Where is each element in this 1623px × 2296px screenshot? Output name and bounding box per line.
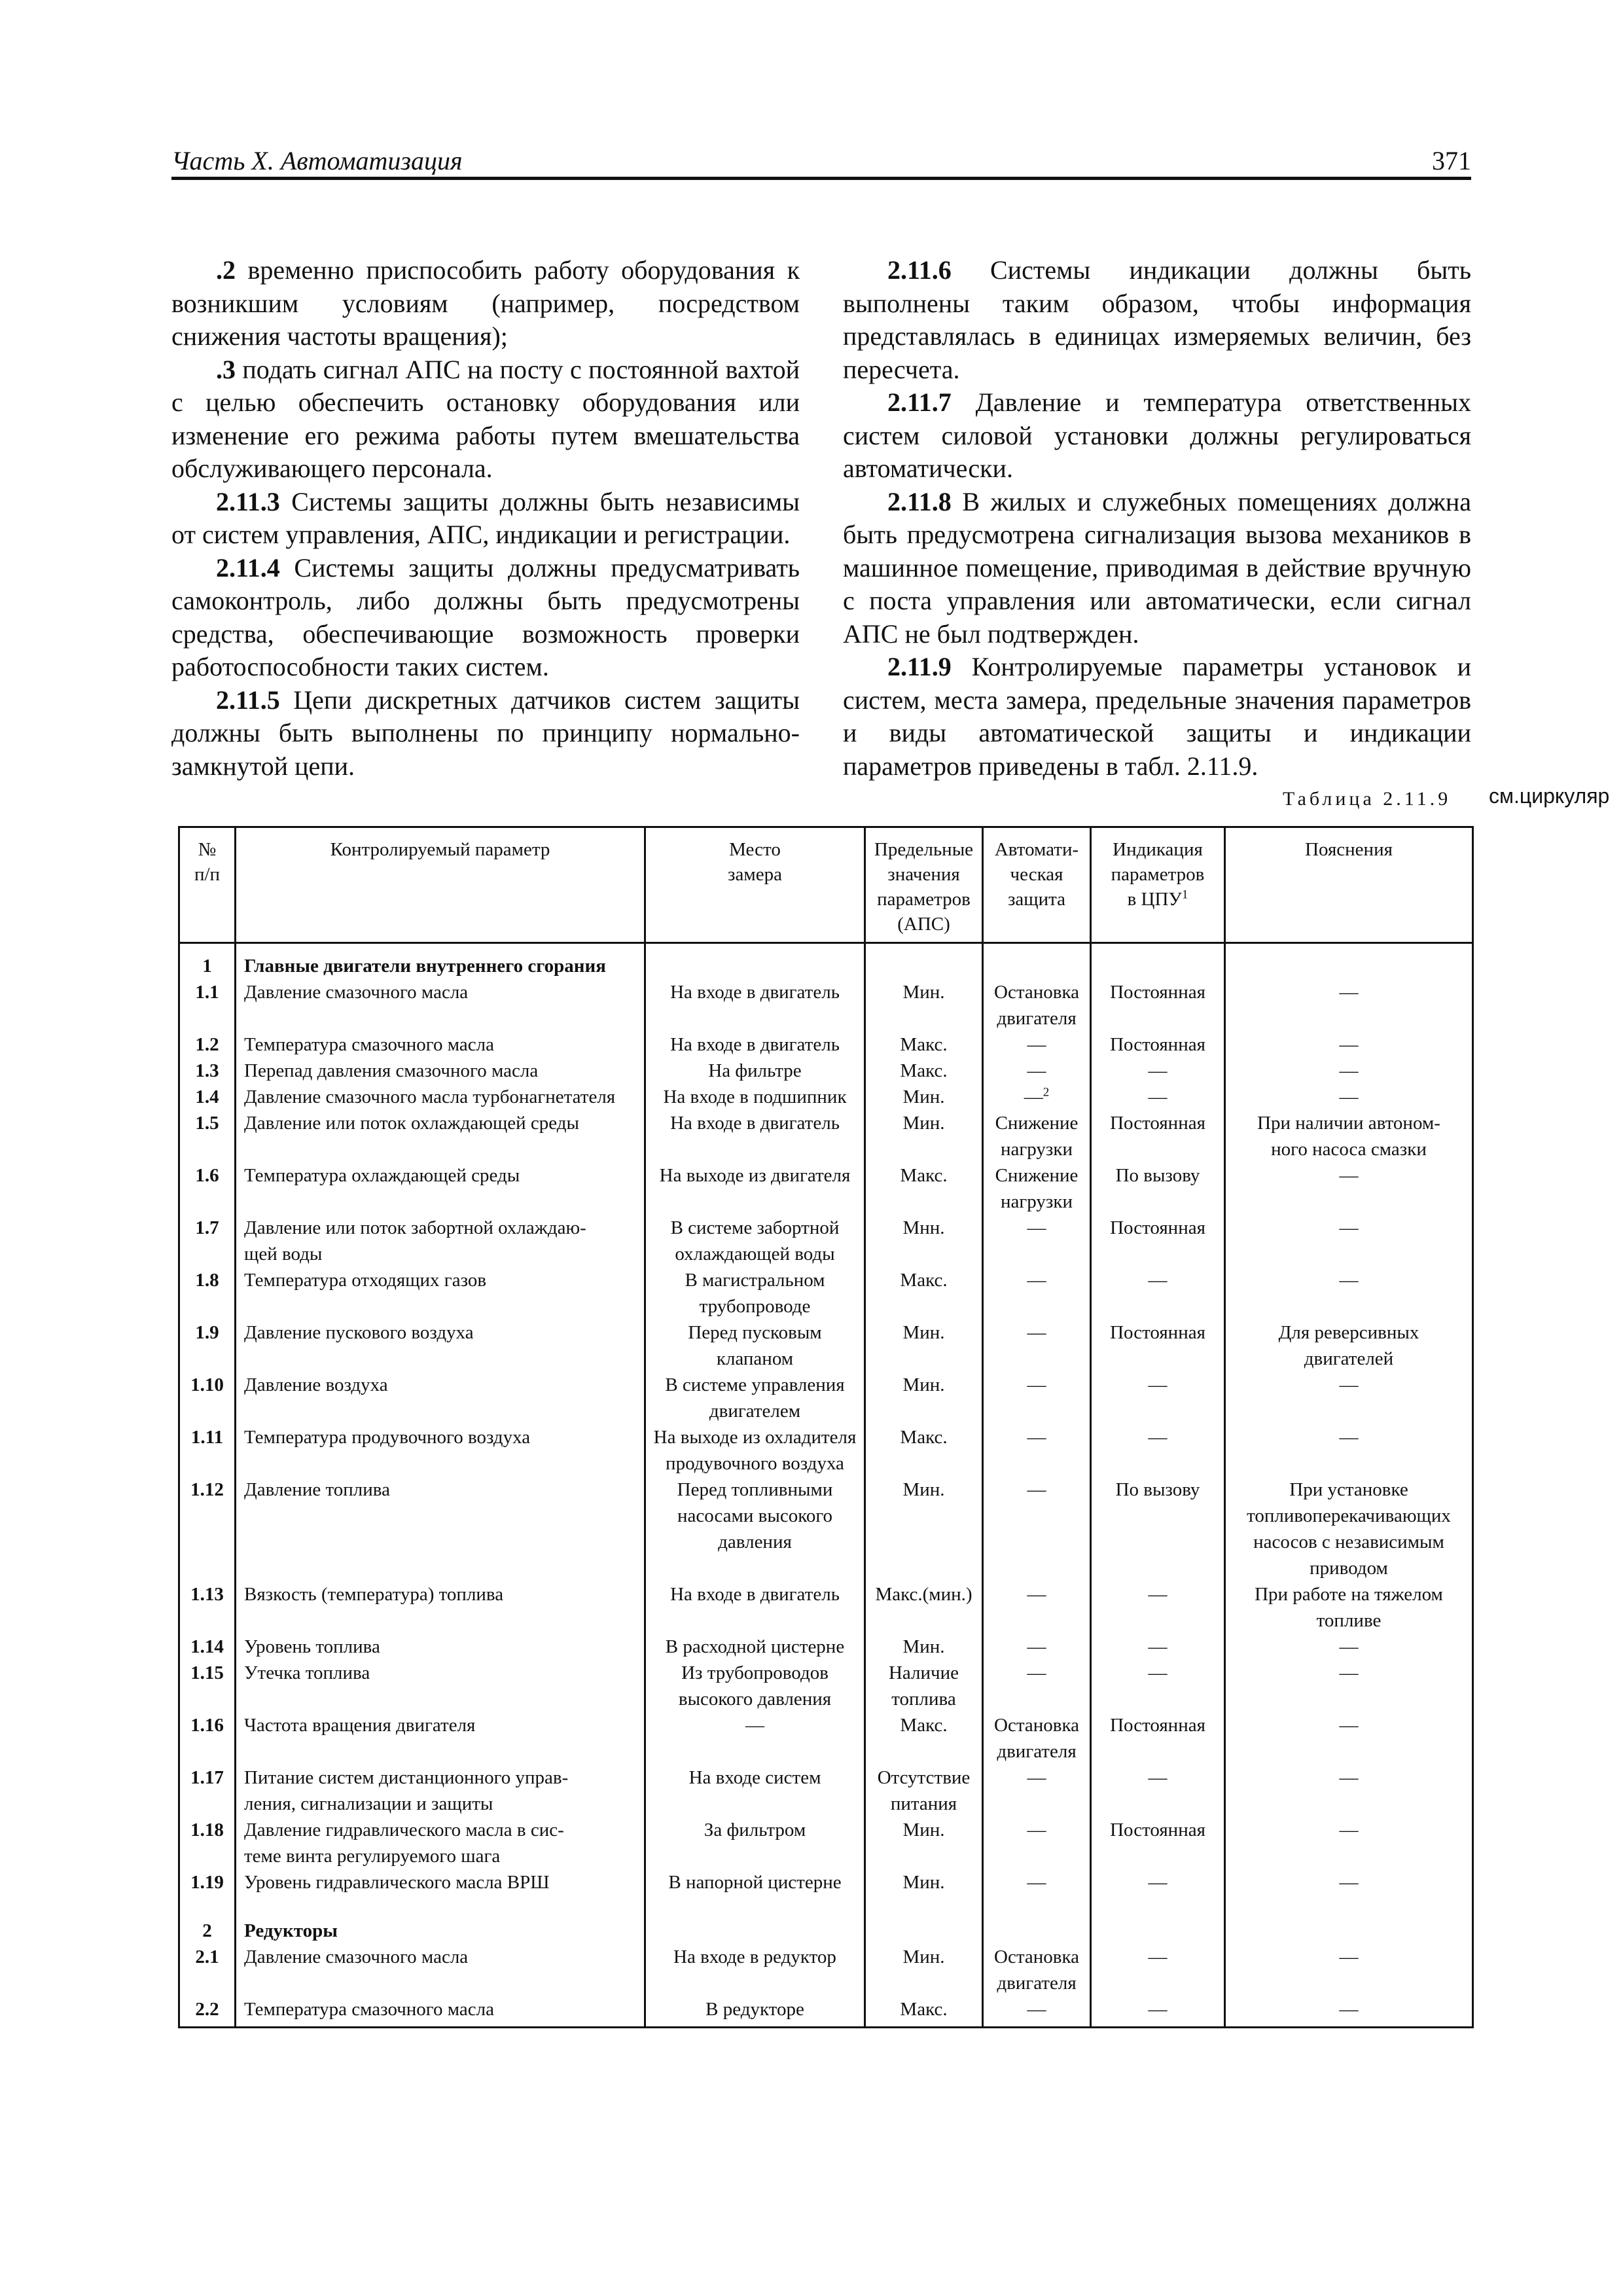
indication-cell: — bbox=[1091, 1765, 1225, 1817]
note-cell: — bbox=[1225, 1215, 1473, 1267]
protection-cell bbox=[983, 943, 1091, 980]
note-cell: Для реверсивных двигателей bbox=[1225, 1319, 1473, 1372]
table-row bbox=[179, 979, 1473, 1031]
limit-cell: Наличие топлива bbox=[865, 1660, 983, 1712]
footnote-mark: 2 bbox=[1043, 1085, 1050, 1100]
place-cell: В расходной цистерне bbox=[645, 1634, 865, 1660]
place-cell: Перед пусковым клапаном bbox=[645, 1319, 865, 1372]
table-row bbox=[179, 1869, 1473, 1895]
limit-cell: Макс. bbox=[865, 1424, 983, 1477]
parameter-cell: Давление гидравлического масла в сис- теме винта регулируемого шага bbox=[236, 1817, 645, 1869]
limit-cell: Мин. bbox=[865, 1869, 983, 1895]
place-cell: На фильтре bbox=[645, 1058, 865, 1084]
paragraph: 2.11.6 Системы индикации должны быть выполнены таким образом, чтобы информация представлялась в единицах измеряемых величин, без пересчета. bbox=[843, 255, 1471, 384]
place-cell: За фильтром bbox=[645, 1817, 865, 1869]
parameter-cell: Давление смазочного масла турбонагнетателя bbox=[236, 1084, 645, 1110]
indication-cell: — bbox=[1091, 1424, 1225, 1477]
protection-cell: — bbox=[983, 1660, 1091, 1712]
table-caption: Таблица 2.11.9 bbox=[1283, 788, 1452, 810]
place-cell bbox=[645, 943, 865, 980]
row-number: 1.1 bbox=[179, 979, 236, 1031]
protection-cell: — bbox=[983, 1424, 1091, 1477]
note-cell: При наличии автоном- ного насоса смазки bbox=[1225, 1110, 1473, 1162]
table-row bbox=[179, 1031, 1473, 1058]
note-cell: При работе на тяжелом топливе bbox=[1225, 1581, 1473, 1634]
note-cell: — bbox=[1225, 1996, 1473, 2028]
indication-cell bbox=[1091, 1918, 1225, 1944]
paragraph: 2.11.9 Контролируемые параметры установок и систем, места замера, предельные значения параметров и виды автоматической защиты и индикации параметров приведены в табл. 2.11.9. bbox=[843, 652, 1471, 781]
paragraph: .3 подать сигнал АПС на посту с постоянной вахтой с целью обеспечить остановку оборудования или изменение его режима работы путем вмешательства обслуживающего персонала. bbox=[171, 354, 800, 483]
limit-cell: Мин. bbox=[865, 1110, 983, 1162]
table-row bbox=[179, 1267, 1473, 1319]
row-number: 1.8 bbox=[179, 1267, 236, 1319]
indication-cell: Постоянная bbox=[1091, 1817, 1225, 1869]
indication-cell bbox=[1091, 943, 1225, 980]
limit-cell bbox=[865, 943, 983, 980]
row-number: 2 bbox=[179, 1918, 236, 1944]
row-number: 1.2 bbox=[179, 1031, 236, 1058]
parameter-cell: Давление или поток забортной охлаждаю- щей воды bbox=[236, 1215, 645, 1267]
footnote-mark: 1 bbox=[1181, 888, 1188, 902]
indication-cell: — bbox=[1091, 1634, 1225, 1660]
row-number: 1.5 bbox=[179, 1110, 236, 1162]
place-cell: На входе в двигатель bbox=[645, 1110, 865, 1162]
note-cell: — bbox=[1225, 1817, 1473, 1869]
place-cell: Перед топливными насосами высокого давления bbox=[645, 1477, 865, 1581]
row-number: 1.7 bbox=[179, 1215, 236, 1267]
protection-cell: — bbox=[983, 1372, 1091, 1424]
table-row bbox=[179, 1084, 1473, 1110]
spacer-cell bbox=[1225, 1895, 1473, 1918]
parameter-cell: Частота вращения двигателя bbox=[236, 1712, 645, 1765]
limit-cell: Макс. bbox=[865, 1058, 983, 1084]
place-cell: На входе в двигатель bbox=[645, 1031, 865, 1058]
limit-cell: Мин. bbox=[865, 979, 983, 1031]
header-limits: Предельные значения параметров (АПС) bbox=[865, 827, 983, 943]
protection-cell: Остановка двигателя bbox=[983, 1944, 1091, 1996]
indication-cell: — bbox=[1091, 1660, 1225, 1712]
protection-cell: — bbox=[983, 1581, 1091, 1634]
indication-cell: — bbox=[1091, 1372, 1225, 1424]
circular-reference-stamp: см.циркуляр bbox=[1489, 784, 1610, 808]
header-rule bbox=[171, 177, 1471, 180]
table-row bbox=[179, 1058, 1473, 1084]
protection-cell: — bbox=[983, 1477, 1091, 1581]
table-row bbox=[179, 1477, 1473, 1581]
row-number: 1.15 bbox=[179, 1660, 236, 1712]
note-cell: — bbox=[1225, 1162, 1473, 1215]
row-number: 2.2 bbox=[179, 1996, 236, 2028]
parameter-cell: Давление или поток охлаждающей среды bbox=[236, 1110, 645, 1162]
parameter-cell: Вязкость (температура) топлива bbox=[236, 1581, 645, 1634]
limit-cell: Макс.(мин.) bbox=[865, 1581, 983, 1634]
limit-cell: Мин. bbox=[865, 1817, 983, 1869]
spacer-cell bbox=[1091, 1895, 1225, 1918]
parameter-cell: Уровень гидравлического масла ВРШ bbox=[236, 1869, 645, 1895]
indication-cell: Постоянная bbox=[1091, 1110, 1225, 1162]
table-row bbox=[179, 1110, 1473, 1162]
place-cell: На входе систем bbox=[645, 1765, 865, 1817]
parameter-cell: Перепад давления смазочного масла bbox=[236, 1058, 645, 1084]
row-number: 1.9 bbox=[179, 1319, 236, 1372]
limit-cell: Мин. bbox=[865, 1477, 983, 1581]
protection-cell: — bbox=[983, 1031, 1091, 1058]
limit-cell bbox=[865, 1918, 983, 1944]
paragraph: 2.11.8 В жилых и служебных помещениях должна быть предусмотрена сигнализация вызова механиков в машинное помещение, приводимая в действие вручную с поста управления или автоматически, если сигнал АПС не был подтвержден. bbox=[843, 486, 1471, 649]
spacer-cell bbox=[179, 1895, 236, 1918]
protection-cell: — bbox=[983, 1058, 1091, 1084]
row-number: 1 bbox=[179, 943, 236, 980]
place-cell: В редукторе bbox=[645, 1996, 865, 2028]
parameter-cell: Температура отходящих газов bbox=[236, 1267, 645, 1319]
indication-cell: — bbox=[1091, 1581, 1225, 1634]
page-number: 371 bbox=[1432, 146, 1471, 175]
row-number: 1.18 bbox=[179, 1817, 236, 1869]
table-row bbox=[179, 1817, 1473, 1869]
protection-cell: — bbox=[983, 1215, 1091, 1267]
table-row bbox=[179, 1424, 1473, 1477]
parameter-cell: Питание систем дистанционного управ- ления, сигнализации и защиты bbox=[236, 1765, 645, 1817]
protection-cell: — bbox=[983, 1319, 1091, 1372]
note-cell: — bbox=[1225, 1267, 1473, 1319]
note-cell: — bbox=[1225, 1634, 1473, 1660]
row-number: 1.14 bbox=[179, 1634, 236, 1660]
place-cell: На входе в редуктор bbox=[645, 1944, 865, 1996]
place-cell: Из трубопроводов высокого давления bbox=[645, 1660, 865, 1712]
note-cell bbox=[1225, 1918, 1473, 1944]
indication-cell: Постоянная bbox=[1091, 1319, 1225, 1372]
running-header bbox=[171, 143, 1471, 179]
row-number: 1.12 bbox=[179, 1477, 236, 1581]
place-cell: На входе в подшипник bbox=[645, 1084, 865, 1110]
indication-cell: — bbox=[1091, 1869, 1225, 1895]
parameter-cell: Уровень топлива bbox=[236, 1634, 645, 1660]
limit-cell: Отсутствие питания bbox=[865, 1765, 983, 1817]
place-cell: В магистральном трубопроводе bbox=[645, 1267, 865, 1319]
paragraph: 2.11.7 Давление и температура ответственных систем силовой установки должны регулироваться автоматически. bbox=[843, 387, 1471, 483]
indication-cell: — bbox=[1091, 1267, 1225, 1319]
note-cell: При установке топливоперекачивающих насосов с независимым приводом bbox=[1225, 1477, 1473, 1581]
spacer-cell bbox=[645, 1895, 865, 1918]
indication-cell: — bbox=[1091, 1058, 1225, 1084]
protection-cell: — bbox=[983, 1765, 1091, 1817]
table-row bbox=[179, 1162, 1473, 1215]
table-row bbox=[179, 1581, 1473, 1634]
limit-cell: Мин. bbox=[865, 1634, 983, 1660]
row-number: 1.16 bbox=[179, 1712, 236, 1765]
indication-cell: Постоянная bbox=[1091, 1215, 1225, 1267]
parameter-cell: Температура смазочного масла bbox=[236, 1996, 645, 2028]
row-number: 1.13 bbox=[179, 1581, 236, 1634]
parameter-cell: Давление смазочного масла bbox=[236, 1944, 645, 1996]
protection-cell: — bbox=[983, 1996, 1091, 2028]
paragraph: 2.11.3 Системы защиты должны быть независимы от систем управления, АПС, индикации и регистрации. bbox=[171, 486, 800, 549]
parameter-cell: Редукторы bbox=[236, 1918, 645, 1944]
header-notes: Пояснения bbox=[1225, 827, 1473, 943]
table-row bbox=[179, 1712, 1473, 1765]
limit-cell: Макс. bbox=[865, 1996, 983, 2028]
protection-cell: Остановка двигателя bbox=[983, 979, 1091, 1031]
parameter-cell: Давление смазочного масла bbox=[236, 979, 645, 1031]
limit-cell: Мин. bbox=[865, 1319, 983, 1372]
indication-cell: — bbox=[1091, 1084, 1225, 1110]
spacer-cell bbox=[865, 1895, 983, 1918]
paragraph: .2 временно приспособить работу оборудования к возникшим условиям (например, посредством снижения частоты вращения); bbox=[171, 255, 800, 351]
protection-cell: — bbox=[983, 1267, 1091, 1319]
row-number: 1.11 bbox=[179, 1424, 236, 1477]
protection-cell: Остановка двигателя bbox=[983, 1712, 1091, 1765]
limit-cell: Макс. bbox=[865, 1031, 983, 1058]
note-cell: — bbox=[1225, 1712, 1473, 1765]
parameter-cell: Давление пускового воздуха bbox=[236, 1319, 645, 1372]
parameter-cell: Температура смазочного масла bbox=[236, 1031, 645, 1058]
place-cell: На входе в двигатель bbox=[645, 1581, 865, 1634]
row-number: 1.19 bbox=[179, 1869, 236, 1895]
section-row bbox=[179, 943, 1473, 980]
section-row bbox=[179, 1918, 1473, 1944]
parameters-table bbox=[178, 826, 1474, 2028]
row-number: 2.1 bbox=[179, 1944, 236, 1996]
place-cell: На входе в двигатель bbox=[645, 979, 865, 1031]
right-text-column bbox=[843, 254, 1471, 783]
note-cell: — bbox=[1225, 1084, 1473, 1110]
place-cell: В системе забортной охлаждающей воды bbox=[645, 1215, 865, 1267]
table-row bbox=[179, 1944, 1473, 1996]
running-header-title: Часть X. Автоматизация bbox=[171, 146, 463, 175]
limit-cell: Мин. bbox=[865, 1084, 983, 1110]
indication-cell: По вызову bbox=[1091, 1477, 1225, 1581]
table-row bbox=[179, 1660, 1473, 1712]
row-number: 1.6 bbox=[179, 1162, 236, 1215]
place-cell: В напорной цистерне bbox=[645, 1869, 865, 1895]
parameter-cell: Температура продувочного воздуха bbox=[236, 1424, 645, 1477]
header-indication: Индикация параметров в ЦПУ$^1$ bbox=[1091, 827, 1225, 943]
parameter-cell: Утечка топлива bbox=[236, 1660, 645, 1712]
spacer-cell bbox=[236, 1895, 645, 1918]
note-cell: — bbox=[1225, 1031, 1473, 1058]
place-cell: На выходе из двигателя bbox=[645, 1162, 865, 1215]
table-spacer-row bbox=[179, 1895, 1473, 1918]
protection-cell: — bbox=[983, 1817, 1091, 1869]
parameter-cell: Температура охлаждающей среды bbox=[236, 1162, 645, 1215]
protection-cell: Снижение нагрузки bbox=[983, 1162, 1091, 1215]
left-text-column bbox=[171, 254, 800, 783]
place-cell: В системе управления двигателем bbox=[645, 1372, 865, 1424]
indication-cell: Постоянная bbox=[1091, 1031, 1225, 1058]
table-header-row bbox=[179, 827, 1473, 943]
place-cell: На выходе из охладителя продувочного воздуха bbox=[645, 1424, 865, 1477]
limit-cell: Мин. bbox=[865, 1372, 983, 1424]
table-row bbox=[179, 1319, 1473, 1372]
parameter-cell: Давление воздуха bbox=[236, 1372, 645, 1424]
row-number: 1.3 bbox=[179, 1058, 236, 1084]
indication-cell: По вызову bbox=[1091, 1162, 1225, 1215]
table-row bbox=[179, 1215, 1473, 1267]
row-number: 1.4 bbox=[179, 1084, 236, 1110]
indication-cell: — bbox=[1091, 1996, 1225, 2028]
note-cell: — bbox=[1225, 1660, 1473, 1712]
indication-cell: — bbox=[1091, 1944, 1225, 1996]
header-protection: Автомати- ческая защита bbox=[983, 827, 1091, 943]
table-row bbox=[179, 1634, 1473, 1660]
note-cell: — bbox=[1225, 979, 1473, 1031]
parameter-cell: Главные двигатели внутреннего сгорания bbox=[236, 943, 645, 980]
protection-cell: —$^2$ bbox=[983, 1084, 1091, 1110]
limit-cell: Макс. bbox=[865, 1162, 983, 1215]
protection-cell: Снижение нагрузки bbox=[983, 1110, 1091, 1162]
header-parameter: Контролируемый параметр bbox=[236, 827, 645, 943]
indication-cell: Постоянная bbox=[1091, 1712, 1225, 1765]
note-cell bbox=[1225, 943, 1473, 980]
paragraph: 2.11.4 Системы защиты должны предусматривать самоконтроль, либо должны быть предусмотрены средства, обеспечивающие возможность проверки работоспособности таких систем. bbox=[171, 552, 800, 681]
note-cell: — bbox=[1225, 1944, 1473, 1996]
note-cell: — bbox=[1225, 1372, 1473, 1424]
table-row bbox=[179, 1765, 1473, 1817]
row-number: 1.17 bbox=[179, 1765, 236, 1817]
paragraph: 2.11.5 Цепи дискретных датчиков систем защиты должны быть выполнены по принципу нормально-замкнутой цепи. bbox=[171, 685, 800, 781]
table-row bbox=[179, 1996, 1473, 2028]
table-row bbox=[179, 1372, 1473, 1424]
place-cell bbox=[645, 1918, 865, 1944]
limit-cell: Мнн. bbox=[865, 1215, 983, 1267]
protection-cell: — bbox=[983, 1869, 1091, 1895]
indication-cell: Постоянная bbox=[1091, 979, 1225, 1031]
protection-cell: — bbox=[983, 1634, 1091, 1660]
note-cell: — bbox=[1225, 1058, 1473, 1084]
limit-cell: Мин. bbox=[865, 1944, 983, 1996]
protection-cell bbox=[983, 1918, 1091, 1944]
row-number: 1.10 bbox=[179, 1372, 236, 1424]
limit-cell: Макс. bbox=[865, 1267, 983, 1319]
header-place: Место замера bbox=[645, 827, 865, 943]
parameter-cell: Давление топлива bbox=[236, 1477, 645, 1581]
note-cell: — bbox=[1225, 1424, 1473, 1477]
limit-cell: Макс. bbox=[865, 1712, 983, 1765]
place-cell: — bbox=[645, 1712, 865, 1765]
note-cell: — bbox=[1225, 1765, 1473, 1817]
header-number: № п/п bbox=[179, 827, 236, 943]
note-cell: — bbox=[1225, 1869, 1473, 1895]
spacer-cell bbox=[983, 1895, 1091, 1918]
